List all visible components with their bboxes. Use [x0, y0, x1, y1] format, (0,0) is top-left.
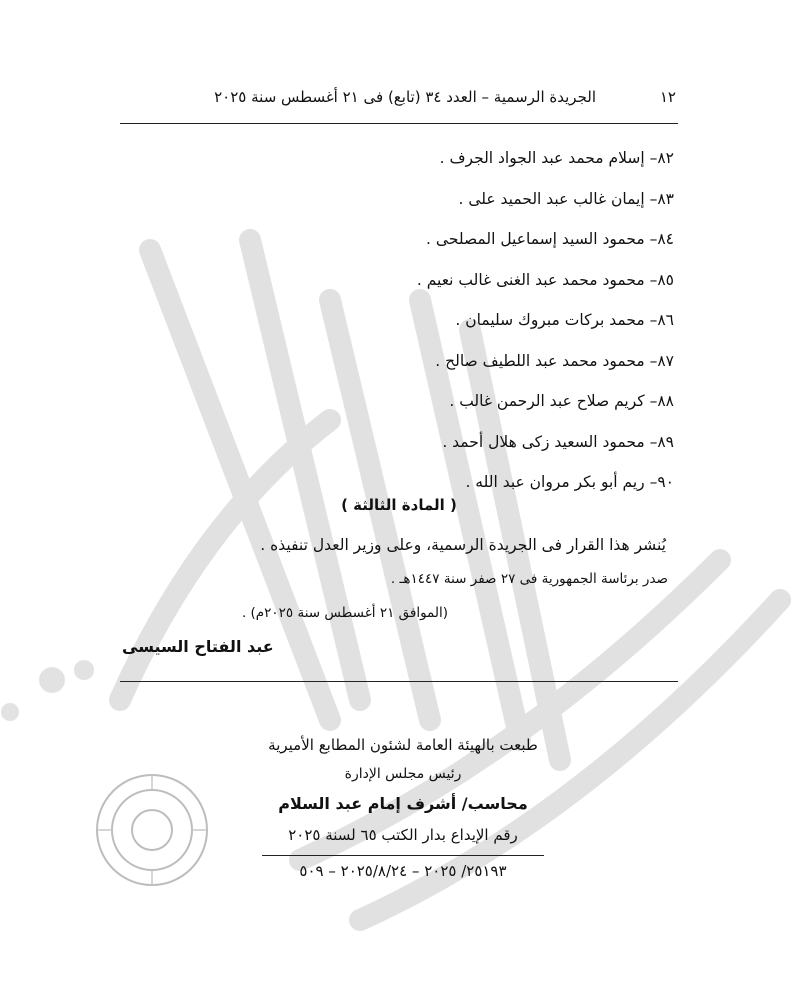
page-number: ١٢: [659, 88, 676, 106]
signature: عبد الفتاح السيسى: [122, 637, 274, 656]
list-item: ٨٩– محمود السعيد زكى هلال أحمد .: [442, 432, 674, 451]
board-chair-title: رئيس مجلس الإدارة: [344, 766, 462, 782]
board-chair-name: محاسب/ أشرف إمام عبد السلام: [278, 794, 528, 813]
header-rule: [120, 123, 678, 124]
footer-rule: [120, 681, 678, 682]
printed-by: طبعت بالهيئة العامة لشئون المطابع الأميرية: [268, 736, 538, 754]
deposit-number: رقم الإيداع بدار الكتب ٦٥ لسنة ٢٠٢٥: [288, 826, 518, 844]
article-heading: ( المادة الثالثة ): [341, 496, 457, 514]
ministry-seal: [92, 770, 212, 890]
print-code: ٢٥١٩٣/ ٢٠٢٥ – ٢٠٢٥/٨/٢٤ – ٥٠٩: [299, 862, 507, 880]
article-body: يُنشر هذا القرار فى الجريدة الرسمية، وعلى وزير العدل تنفيذه .: [260, 536, 666, 554]
list-item: ٨٣– إيمان غالب عبد الحميد على .: [458, 189, 674, 208]
list-item: ٨٥– محمود محمد عبد الغنى غالب نعيم .: [416, 270, 674, 289]
list-item: ٨٧– محمود محمد عبد اللطيف صالح .: [435, 351, 674, 370]
footer-inner-rule: [262, 855, 544, 856]
list-item: ٨٢– إسلام محمد عبد الجواد الجرف .: [439, 149, 674, 167]
page-header: [120, 84, 678, 112]
list-item: ٨٤– محمود السيد إسماعيل المصلحى .: [426, 230, 674, 248]
issued-line: صدر برئاسة الجمهورية فى ٢٧ صفر سنة ١٤٤٧هـ .: [390, 571, 668, 587]
list-item: ٨٨– كريم صلاح عبد الرحمن غالب .: [449, 392, 674, 410]
corresponding-date: (الموافق ٢١ أغسطس سنة ٢٠٢٥م) .: [241, 605, 448, 621]
list-item: ٨٦– محمد بركات مبروك سليمان .: [455, 311, 674, 329]
header-title: الجريدة الرسمية – العدد ٣٤ (تابع) فى ٢١ أغسطس سنة ٢٠٢٥: [214, 88, 596, 106]
list-item: ٩٠– ريم أبو بكر مروان عبد الله .: [465, 473, 674, 491]
names-list: [254, 144, 674, 509]
